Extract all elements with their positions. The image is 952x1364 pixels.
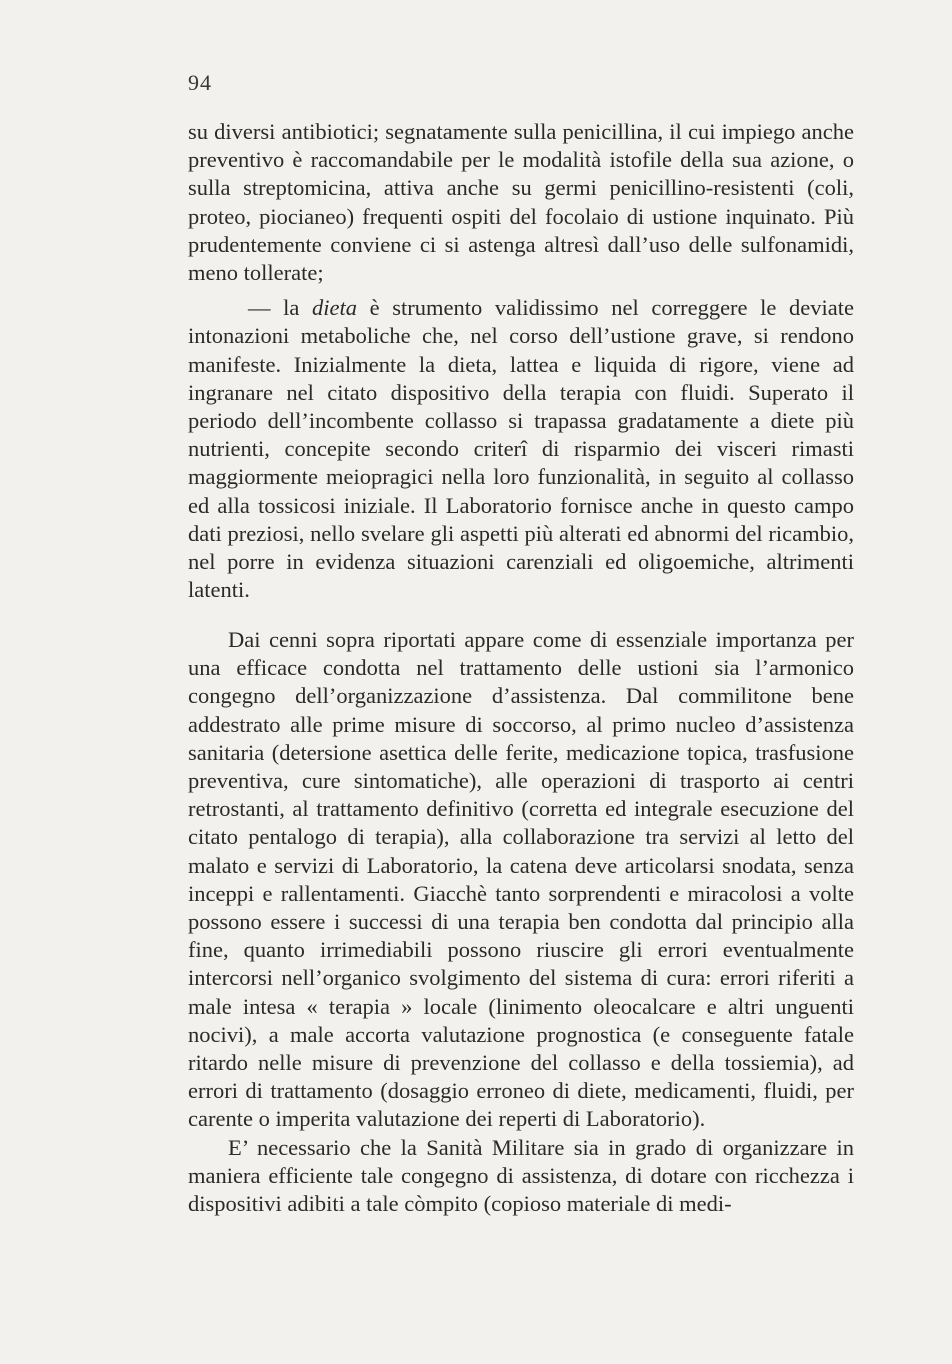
dash-prefix: — la [248, 295, 312, 321]
paragraph-diet [188, 294, 854, 604]
paragraph-organization: Dai cenni sopra riportati appare come di essenziale importanza per una efficace condotta nel trattamento delle ustioni sia l’armonico congegno dell’organizzazione d’assistenza. Dal commilitone bene addestrato alle prime misure di soccorso, al primo nucleo d’assistenza sanitaria (detersione asettica delle ferite, medicazione topica, trasfusione preventiva, cure sintomatiche), alle operazioni di trasporto ai centri retrostanti, al trattamento definitivo (corretta ed integrale esecuzione del citato pentalogo di terapia), alla collaborazione tra servizi al letto del malato e servizi di Laboratorio, la catena deve articolarsi snodata, senza inceppi e rallentamenti. Giacchè tanto sorprendenti e miracolosi a volte possono essere i successi di una terapia ben condotta dal principio alla fine, quanto irrimediabili possono riuscire gli errori eventualmente intercorsi nell’organico svolgimento del sistema di cura: errori riferiti a male intesa « terapia » locale (linimento oleocalcare e altri unguenti nocivi), a male accorta valutazione prognostica (e conseguente fatale ritardo nelle misure di prevenzione del collasso e della tossiemia), ad errori di trattamento (dosaggio erroneo di diete, medicamenti, fluidi, per carente o imperita valutazione dei reperti di Laboratorio). [188, 627, 854, 1132]
paragraph-antibiotics: su diversi antibiotici; segnatamente sulla penicillina, il cui impiego anche preventivo è raccomandabile per le modalità istofile della sua azione, o sulla streptomicina, attiva anche su germi penicillino-resistenti (coli, proteo, piocianeo) frequenti ospiti del focolaio di ustione inquinato. Più prudentemente conviene ci si astenga altresì dall’uso delle sulfonamidi, meno tollerate; [188, 119, 854, 286]
italic-term-dieta: dieta [312, 295, 357, 321]
paragraph-diet-text: è strumento validissimo nel correggere le deviate intonazioni metaboliche che, nel corso dell’ustione grave, si rendono manifeste. Inizialmente la dieta, lattea e liquida di rigore, viene ad ingranare nel citato dispositivo della terapia con fluidi. Superato il periodo dell’incombente collasso si trapassa gradatamente a diete più nutrienti, concepite secondo criterî di risparmio dei visceri rimasti maggiormente meiopragici nella loro funzionalità, in seguito al collasso ed alla tossicosi iniziale. Il Laboratorio fornisce anche in questo campo dati preziosi, nello svelare gli aspetti più alterati ed abnormi del ricambio, nel porre in evidenza situazioni carenziali ed oligoemiche, altrimenti latenti. [188, 295, 854, 603]
text-block-bottom [188, 626, 854, 1218]
text-block-top [188, 118, 854, 604]
paragraph-military-health: E’ necessario che la Sanità Militare sia in grado di organizzare in maniera efficiente tale congegno di assistenza, di dotare con ricchezza i dispositivi adibiti a tale còmpito (copioso materiale di medi- [188, 1134, 854, 1217]
page-number: 94 [188, 70, 212, 95]
